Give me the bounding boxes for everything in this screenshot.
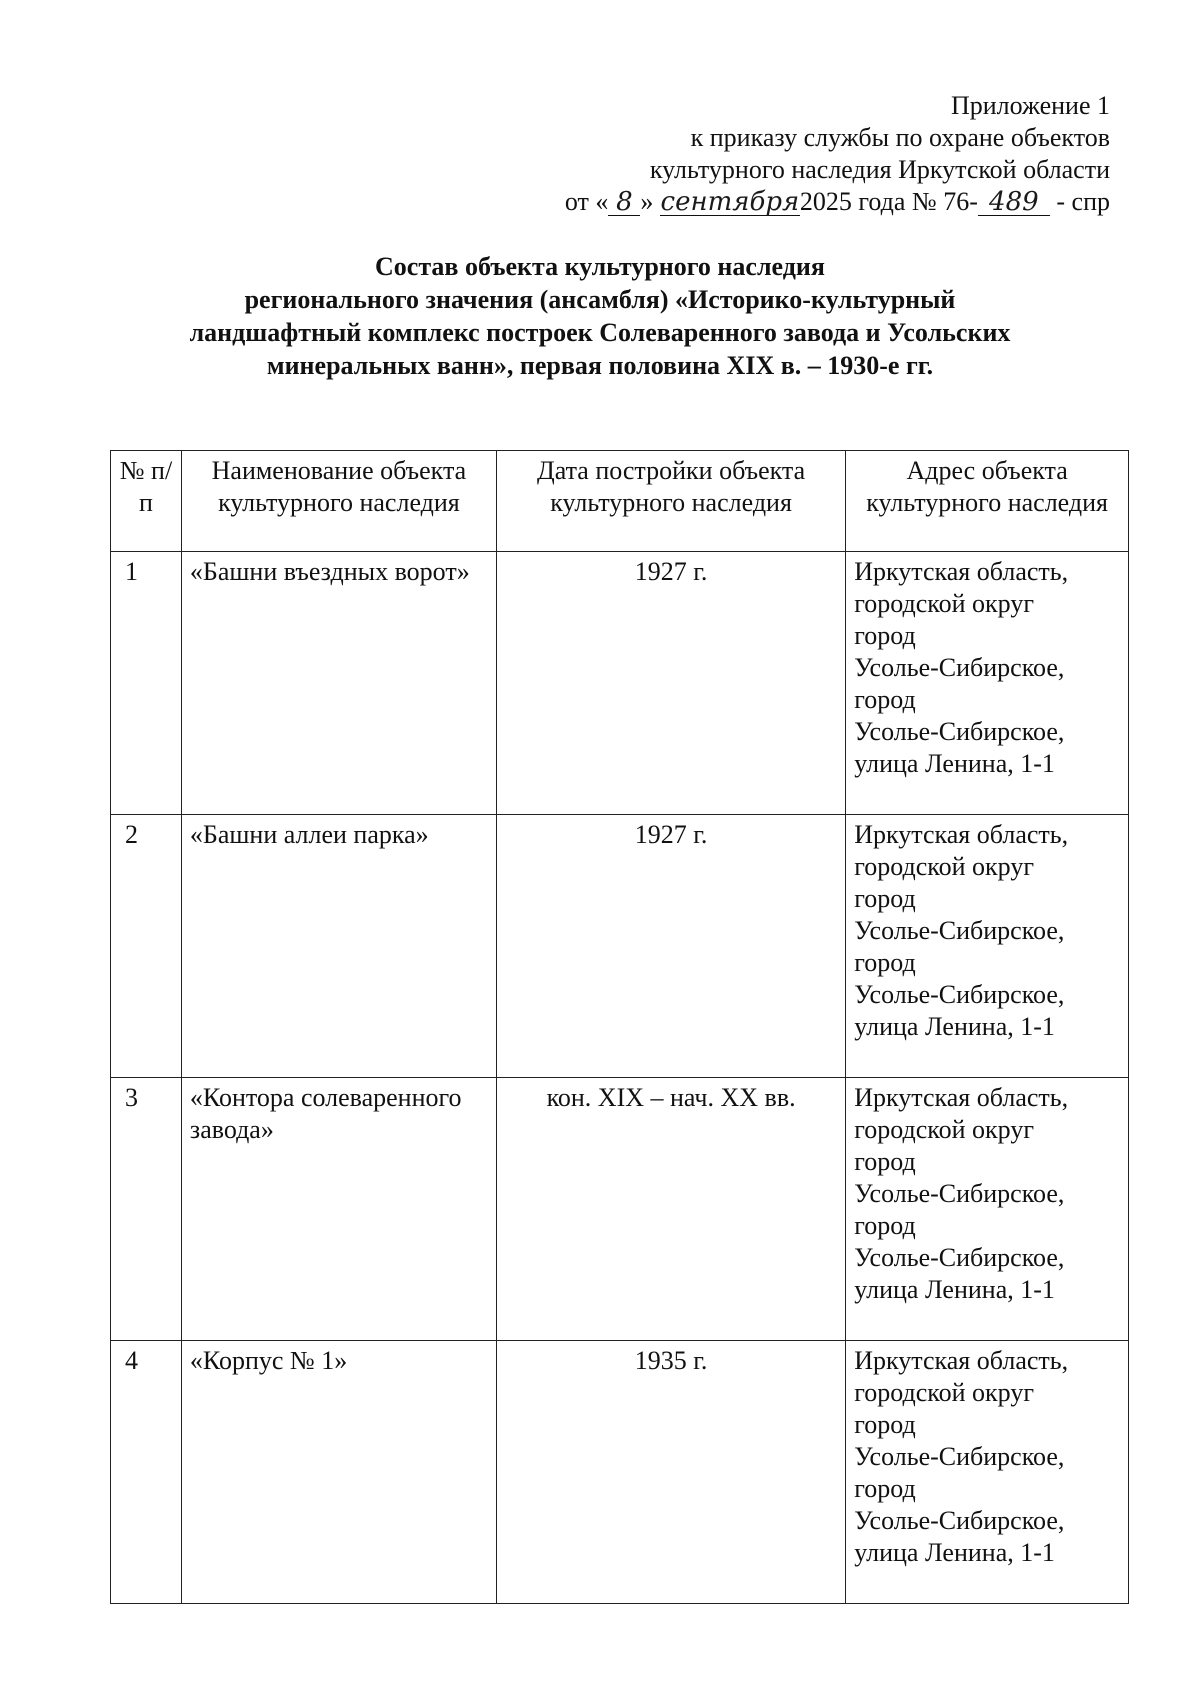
- title-line-4: минеральных ванн», первая половина XIX в. – 1930-е гг.: [266, 351, 934, 380]
- address-line: Усолье-Сибирское,: [854, 1179, 1065, 1208]
- address-line: Иркутская область,: [854, 1083, 1069, 1112]
- address-line: город: [854, 1211, 916, 1240]
- header-address: Адрес объекта культурного наследия: [846, 451, 1129, 552]
- object-name: «Корпус № 1»: [181, 1341, 496, 1604]
- table-body: [111, 552, 1129, 1604]
- construction-date: 1935 г.: [496, 1341, 845, 1604]
- handwritten-month: сентября: [660, 187, 800, 217]
- construction-date: кон. XIX – нач. XX вв.: [496, 1078, 845, 1341]
- appendix-label: Приложение 1: [950, 91, 1110, 120]
- construction-date: 1927 г.: [496, 815, 845, 1078]
- address-line: улица Ленина, 1-1: [854, 749, 1055, 778]
- order-suffix: - спр: [1049, 187, 1110, 216]
- date-prefix: от «: [564, 187, 609, 216]
- address-line: Усолье-Сибирское,: [854, 980, 1065, 1009]
- title-line-2: регионального значения (ансамбля) «Историко-культурный: [244, 285, 956, 314]
- header-date: Дата постройки объекта культурного наследия: [496, 451, 845, 552]
- address-line: улица Ленина, 1-1: [854, 1012, 1055, 1041]
- table-row: [111, 1341, 1129, 1604]
- object-name: «Башни въездных ворот»: [181, 552, 496, 815]
- address-line: улица Ленина, 1-1: [854, 1538, 1055, 1567]
- order-reference-line: к приказу службы по охране объектов: [690, 123, 1110, 152]
- address-line: городской округ: [854, 852, 1034, 881]
- address-line: городской округ: [854, 1115, 1034, 1144]
- object-address: [846, 552, 1129, 815]
- handwritten-order-number: 489: [978, 189, 1050, 216]
- address-line: Усолье-Сибирское,: [854, 916, 1065, 945]
- construction-date: 1927 г.: [496, 552, 845, 815]
- address-line: улица Ленина, 1-1: [854, 1275, 1055, 1304]
- order-authority-line: культурного наследия Иркутской области: [649, 155, 1110, 184]
- object-address: [846, 1341, 1129, 1604]
- table-row: [111, 552, 1129, 815]
- object-address: [846, 1078, 1129, 1341]
- address-line: Усолье-Сибирское,: [854, 1442, 1065, 1471]
- object-address: [846, 815, 1129, 1078]
- order-date-line: [510, 186, 1110, 218]
- table-header-row: [111, 451, 1129, 552]
- title-line-3: ландшафтный комплекс построек Солеваренного завода и Усольских: [189, 318, 1011, 347]
- address-line: город: [854, 1410, 916, 1439]
- row-number: 2: [111, 815, 182, 1078]
- address-line: город: [854, 685, 916, 714]
- object-name: «Контора солеваренного завода»: [181, 1078, 496, 1341]
- address-line: город: [854, 884, 916, 913]
- document-title: [130, 250, 1070, 382]
- address-line: Усолье-Сибирское,: [854, 717, 1065, 746]
- address-line: городской округ: [854, 589, 1034, 618]
- address-line: городской округ: [854, 1378, 1034, 1407]
- handwritten-day: 8: [608, 189, 640, 216]
- object-name: «Башни аллеи парка»: [181, 815, 496, 1078]
- row-number: 1: [111, 552, 182, 815]
- address-line: Усолье-Сибирское,: [854, 1506, 1065, 1535]
- appendix-header: [510, 90, 1110, 218]
- header-name: Наименование объекта культурного наследия: [181, 451, 496, 552]
- row-number: 4: [111, 1341, 182, 1604]
- address-line: город: [854, 948, 916, 977]
- address-line: Усолье-Сибирское,: [854, 1243, 1065, 1272]
- address-line: Иркутская область,: [854, 1346, 1069, 1375]
- address-line: город: [854, 1474, 916, 1503]
- address-line: Иркутская область,: [854, 820, 1069, 849]
- address-line: город: [854, 621, 916, 650]
- heritage-objects-table: [110, 450, 1129, 1604]
- table-row: [111, 1078, 1129, 1341]
- date-mid: »: [640, 187, 654, 216]
- date-year: 2025 года № 76-: [799, 187, 978, 216]
- header-num: № п/п: [111, 451, 182, 552]
- address-line: город: [854, 1147, 916, 1176]
- address-line: Усолье-Сибирское,: [854, 653, 1065, 682]
- row-number: 3: [111, 1078, 182, 1341]
- title-line-1: Состав объекта культурного наследия: [375, 252, 825, 281]
- address-line: Иркутская область,: [854, 557, 1069, 586]
- table-row: [111, 815, 1129, 1078]
